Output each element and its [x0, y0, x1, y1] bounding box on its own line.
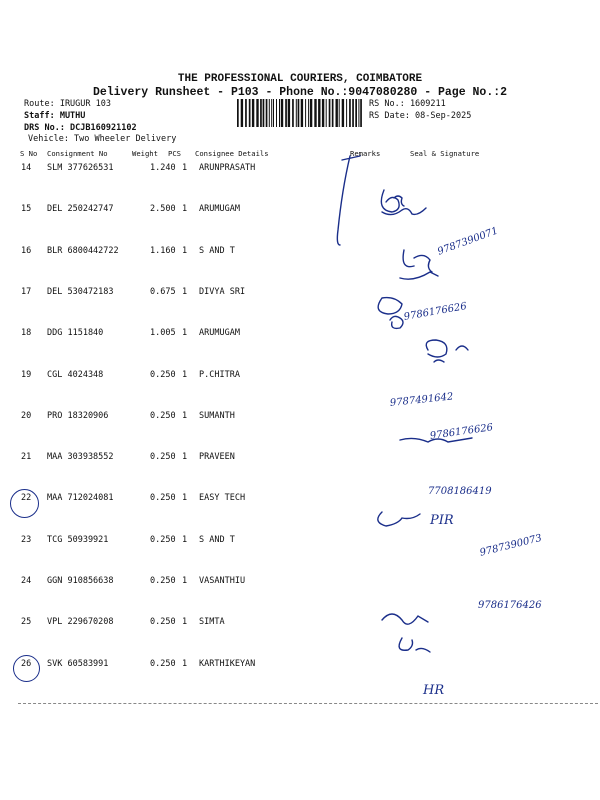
rs-number: RS No.: 1609211: [369, 99, 446, 109]
row-sno: 18: [21, 328, 32, 339]
row-weight: 0.250: [150, 534, 176, 545]
staff-label: Staff: MUTHU: [24, 111, 86, 121]
barcode-bar: [346, 99, 347, 127]
barcode-bar: [358, 99, 359, 127]
handwritten-initials: PIR: [430, 513, 454, 528]
barcode-bar: [352, 99, 354, 127]
row-consignment: BLR 6800442722: [47, 245, 119, 256]
row-weight: 0.250: [150, 452, 176, 463]
row-pcs: 1: [182, 658, 188, 669]
barcode-bar: [273, 99, 274, 127]
row-consignee: DIVYA SRI: [199, 286, 246, 297]
row-consignee: S AND T: [199, 245, 235, 256]
barcode-bar: [298, 99, 300, 127]
col-seal: Seal & Signature: [410, 149, 480, 158]
barcode-bar: [237, 99, 239, 127]
row-sno: 17: [21, 286, 32, 297]
drs-number: DRS No.: DCJB160921102: [24, 123, 137, 133]
handwritten-number: 7708186419: [428, 486, 492, 497]
barcode-bar: [326, 99, 327, 127]
row-weight: 1.160: [150, 245, 176, 256]
row-consignee: S AND T: [199, 534, 235, 545]
row-weight: 0.250: [150, 410, 176, 421]
row-consignment: PRO 18320906: [47, 410, 109, 421]
route-label: Route: IRUGUR 103: [24, 99, 111, 109]
col-weight: Weight: [132, 149, 158, 158]
row-weight: 0.250: [150, 369, 176, 380]
row-pcs: 1: [182, 534, 188, 545]
remark-stroke: [337, 156, 360, 245]
col-consignment: Consignment No: [47, 149, 108, 158]
row-weight: 0.250: [150, 576, 176, 586]
handwritten-number: 9786176426: [478, 600, 542, 611]
signature-stroke: [381, 190, 426, 215]
company-title: THE PROFESSIONAL COURIERS, COIMBATORE: [177, 73, 423, 85]
row-consignee: P.CHITRA: [199, 369, 240, 380]
sno-circle-mark: [10, 489, 39, 518]
row-pcs: 1: [182, 452, 188, 463]
signature-stroke: [426, 340, 468, 362]
barcode: [237, 99, 365, 127]
row-sno: 22: [21, 493, 32, 504]
barcode-bar: [360, 99, 362, 127]
handwritten-number: 9787390073: [478, 532, 544, 559]
row-sno: 20: [21, 410, 32, 421]
barcode-bar: [292, 99, 294, 127]
row-weight: 0.250: [150, 493, 176, 504]
row-pcs: 1: [182, 369, 188, 380]
row-consignment: MAA 303938552: [47, 452, 114, 463]
row-pcs: 1: [182, 617, 188, 628]
row-pcs: 1: [182, 245, 188, 256]
barcode-bar: [245, 99, 247, 127]
row-sno: 14: [21, 163, 32, 173]
col-pcs: PCS: [168, 149, 181, 158]
barcode-bar: [332, 99, 334, 127]
row-consignment: DEL 250242747: [47, 204, 114, 215]
barcode-bar: [281, 99, 283, 127]
row-pcs: 1: [182, 576, 188, 586]
row-sno: 26: [21, 658, 32, 669]
sno-circle-mark: [13, 655, 40, 682]
barcode-bar: [256, 99, 258, 127]
row-consignee: PRAVEEN: [199, 452, 235, 463]
row-consignment: SLM 377626531: [47, 163, 114, 173]
barcode-bar: [288, 99, 290, 127]
row-consignment: TCG 50939921: [47, 534, 109, 545]
barcode-bar: [308, 99, 309, 127]
barcode-bar: [241, 99, 243, 127]
barcode-bar: [322, 99, 324, 127]
row-sno: 15: [21, 204, 32, 215]
runsheet-title: Delivery Runsheet - P103 - Phone No.:9047080280 - Page No.:2: [92, 86, 508, 99]
row-consignment: SVK 60583991: [47, 658, 109, 669]
row-sno: 24: [21, 576, 32, 586]
barcode-bar: [279, 99, 280, 127]
row-weight: 1.005: [150, 328, 176, 339]
row-consignment: MAA 712024081: [47, 493, 114, 504]
row-pcs: 1: [182, 493, 188, 504]
barcode-bar: [342, 99, 344, 127]
row-weight: 1.240: [150, 163, 176, 173]
barcode-bar: [271, 99, 272, 127]
row-weight: 0.675: [150, 286, 176, 297]
barcode-bar: [305, 99, 306, 127]
barcode-bar: [329, 99, 331, 127]
vehicle-label: Vehicle: Two Wheeler Delivery: [28, 134, 177, 144]
row-consignment: DEL 530472183: [47, 286, 114, 297]
row-pcs: 1: [182, 410, 188, 421]
barcode-bar: [263, 99, 265, 127]
row-consignee: KARTHIKEYAN: [199, 658, 256, 669]
signature-stroke: [378, 298, 403, 329]
col-remarks: Remarks: [350, 149, 381, 158]
row-sno: 21: [21, 452, 32, 463]
barcode-bar: [296, 99, 297, 127]
row-weight: 0.250: [150, 658, 176, 669]
row-consignment: DDG 1151840: [47, 328, 104, 339]
barcode-bar: [314, 99, 316, 127]
barcode-bar: [301, 99, 303, 127]
row-consignment: GGN 910856638: [47, 576, 114, 586]
row-consignee: SUMANTH: [199, 410, 235, 421]
barcode-bar: [285, 99, 287, 127]
row-consignee: EASY TECH: [199, 493, 246, 504]
barcode-bar: [310, 99, 312, 127]
barcode-bar: [339, 99, 340, 127]
barcode-bar: [349, 99, 351, 127]
row-weight: 0.250: [150, 617, 176, 628]
handwritten-number: 9786176626: [403, 301, 468, 323]
row-consignee: VASANTHIU: [199, 576, 246, 586]
row-sno: 25: [21, 617, 32, 628]
row-consignment: VPL 229670208: [47, 617, 114, 628]
col-sno: S No: [20, 149, 38, 158]
row-weight: 2.500: [150, 204, 176, 215]
barcode-bar: [269, 99, 270, 127]
barcode-bar: [318, 99, 320, 127]
row-consignee: ARUMUGAM: [199, 204, 240, 215]
row-consignee: SIMTA: [199, 617, 225, 628]
signature-stroke: [378, 512, 420, 526]
row-pcs: 1: [182, 328, 188, 339]
barcode-bar: [336, 99, 338, 127]
handwritten-initials: HR: [423, 683, 445, 698]
signature-stroke: [400, 250, 438, 279]
handwritten-number: 9787390071: [436, 225, 500, 258]
barcode-bar: [266, 99, 268, 127]
signature-stroke: [382, 614, 428, 624]
handwritten-number: 9786176626: [429, 422, 494, 442]
row-consignment: CGL 4024348: [47, 369, 104, 380]
row-sno: 23: [21, 534, 32, 545]
row-pcs: 1: [182, 163, 188, 173]
row-consignee: ARUNPRASATH: [199, 163, 256, 173]
rs-date: RS Date: 08-Sep-2025: [369, 111, 472, 121]
barcode-bar: [249, 99, 251, 127]
col-consignee: Consignee Details: [195, 149, 269, 158]
barcode-bar: [252, 99, 254, 127]
row-consignee: ARUMUGAM: [199, 328, 240, 339]
barcode-bar: [276, 99, 277, 127]
row-pcs: 1: [182, 204, 188, 215]
barcode-bar: [260, 99, 262, 127]
handwritten-number: 9787491642: [389, 391, 454, 409]
barcode-bar: [355, 99, 357, 127]
row-sno: 19: [21, 369, 32, 380]
row-pcs: 1: [182, 286, 188, 297]
signature-stroke: [399, 638, 430, 652]
row-sno: 16: [21, 245, 32, 256]
